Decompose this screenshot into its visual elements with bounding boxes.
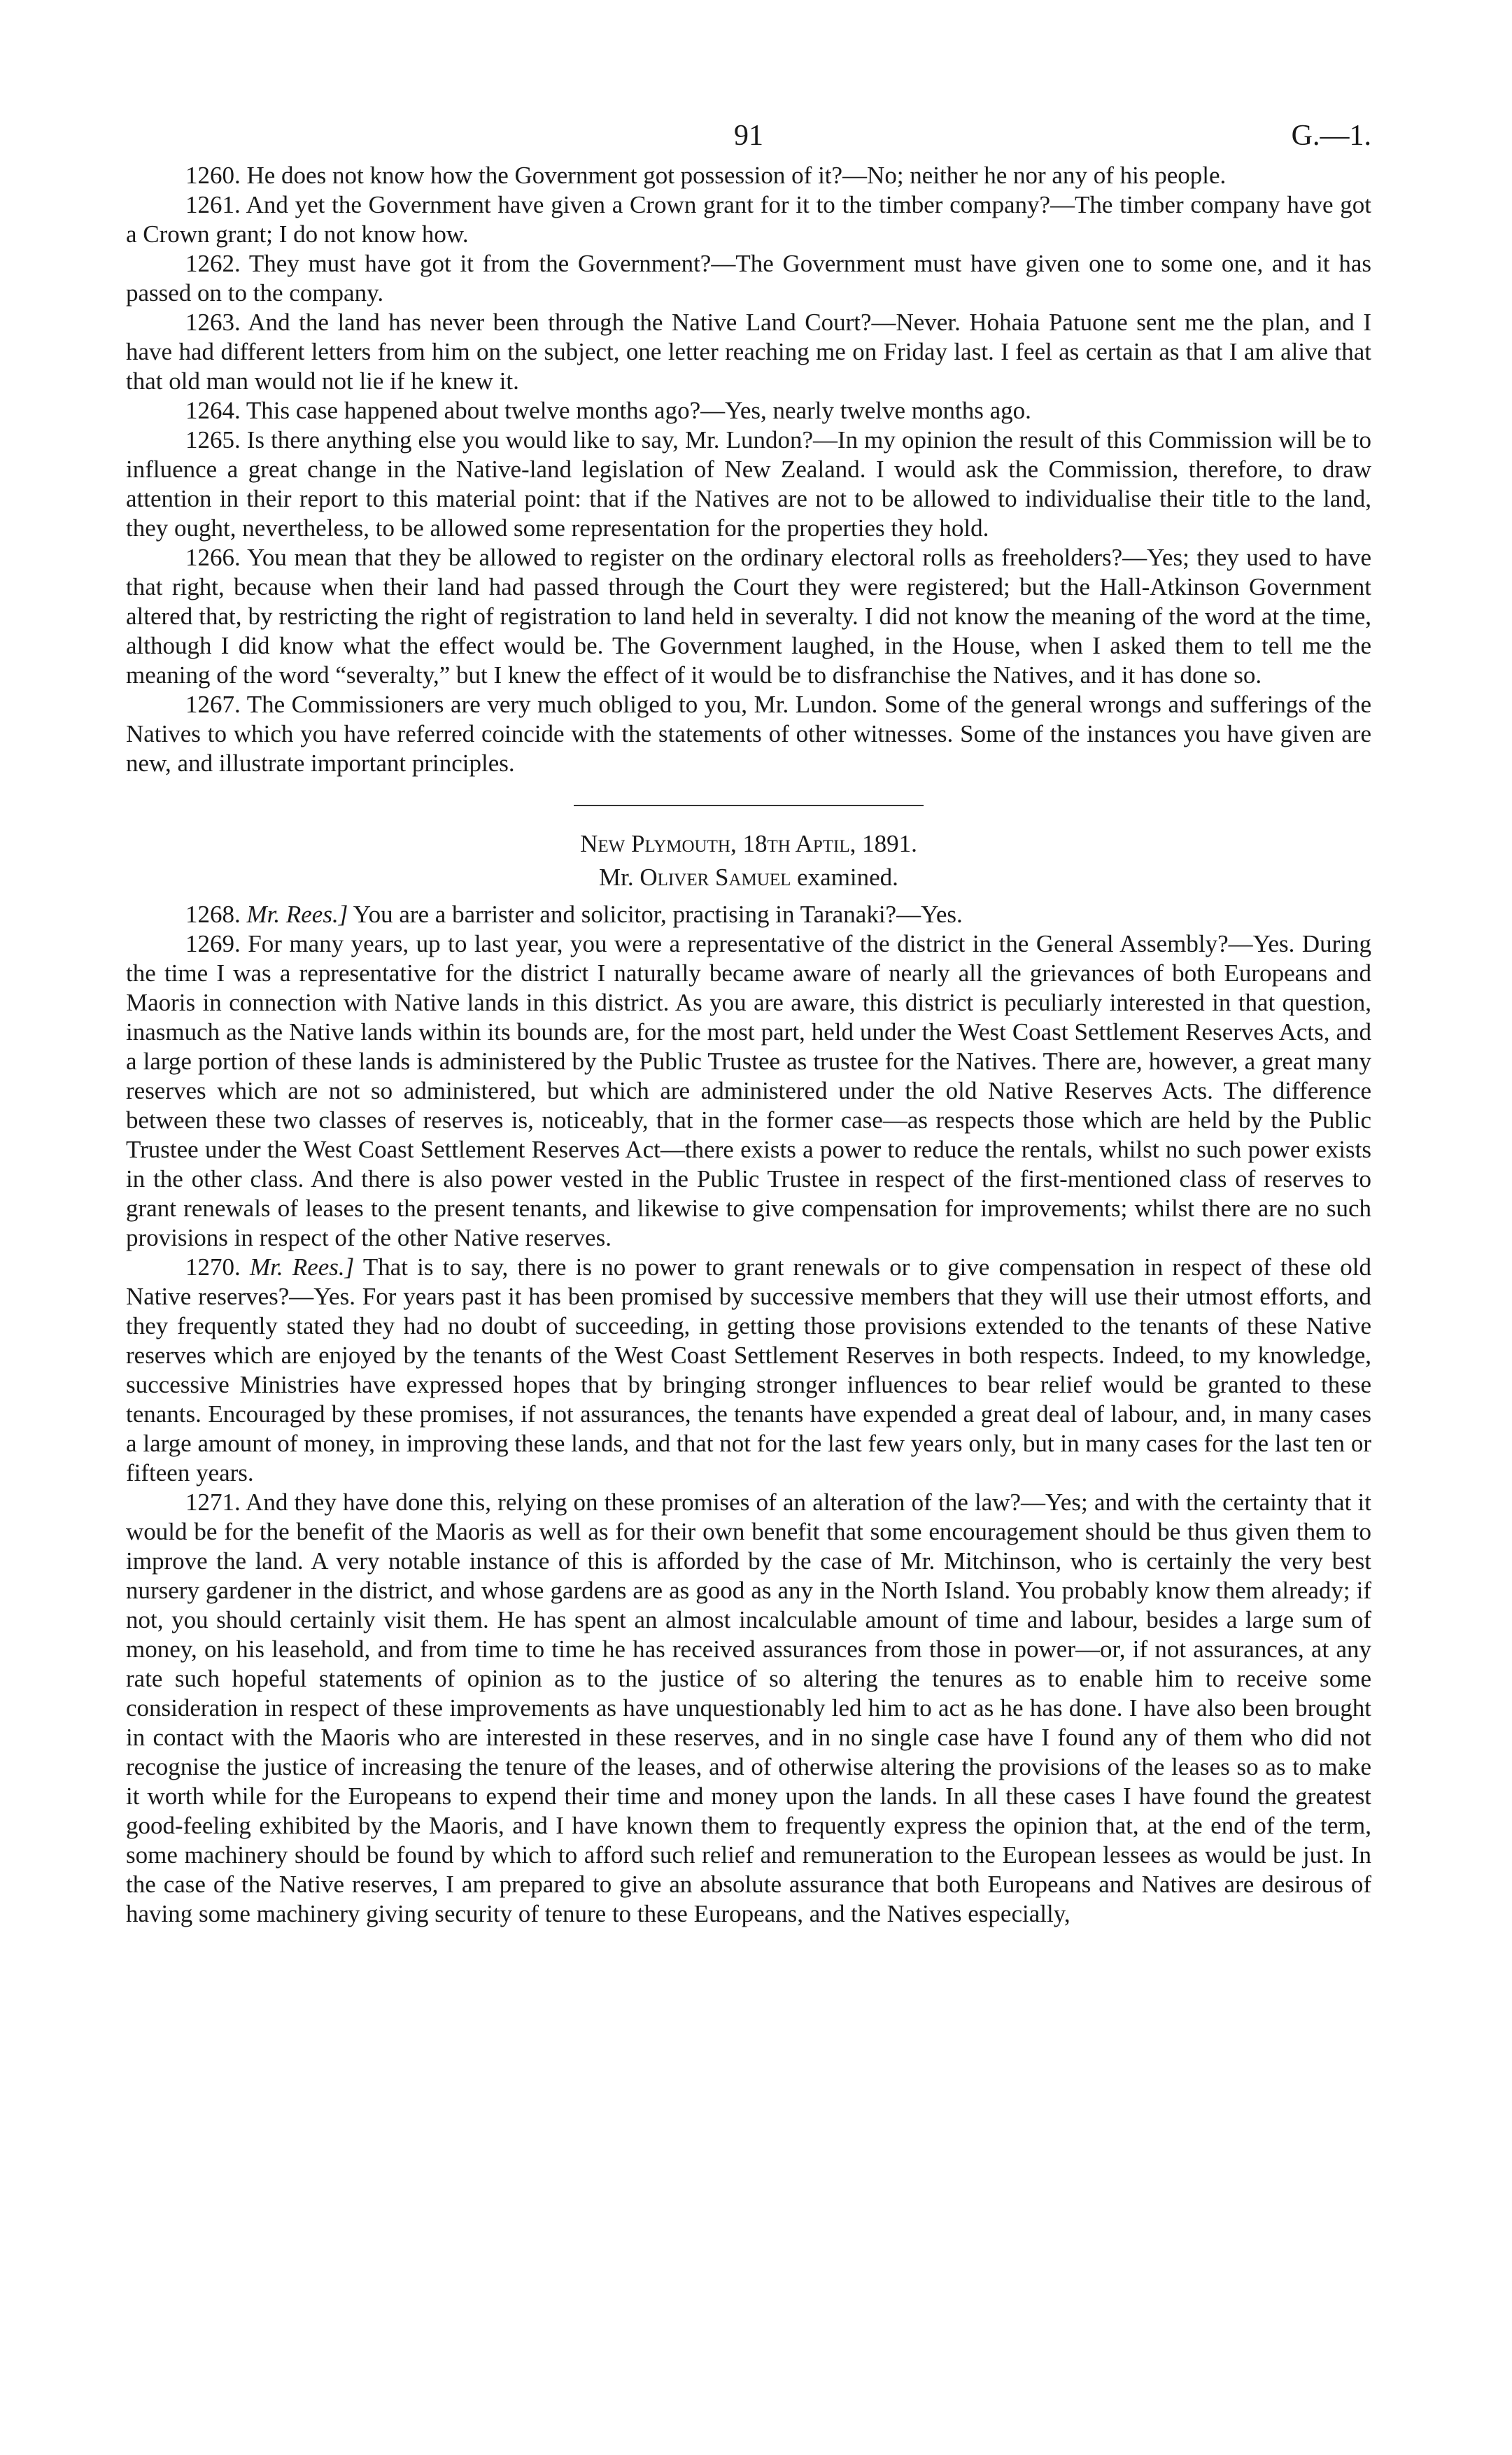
paragraph-1270 <box>126 1253 1371 1488</box>
page-header <box>126 105 1371 161</box>
paragraph-text: That is to say, there is no power to grant renewals or to give compensation in respect of these old Native reserves?—Yes. For years past it has been promised by successive members that they will use their utmost efforts, and they frequently stated they had no doubt of succeeding, in getting those provisions extended to the tenants of these Native reserves which are enjoyed by the tenants of the West Coast Settlement Reserves in both respects. Indeed, to my knowledge, successive Ministries have expressed hopes that by bringing stronger influences to bear relief would be granted to these tenants. Encouraged by these promises, if not assurances, the tenants have expended a great deal of labour, and, in many cases a large amount of money, in improving these lands, and that not for the last few years only, but in many cases for the last ten or fifteen years. <box>126 1253 1372 1486</box>
testimony-part-1 <box>126 161 1371 778</box>
paragraph-1266: 1266. You mean that they be allowed to register on the ordinary electoral rolls as freeholders?—Yes; they used to have that right, because when their land had passed through the Court they were registered; but the Hall-Atkinson Government altered that, by restricting the right of registration to land held in severalty. I did not know the meaning of the word at the time, although I did know what the effect would be. The Government laughed, in the House, when I asked them to tell me the meaning of the word “severalty,” but I knew the effect of it would be to disfranchise the Natives, and it has done so. <box>126 544 1371 689</box>
paragraph-1261: 1261. And yet the Government have given a Crown grant for it to the timber company?—The timber company have got a Crown grant; I do not know how. <box>126 191 1371 248</box>
paragraph-1260: 1260. He does not know how the Government got possession of it?—No; neither he nor any of his people. <box>185 162 1227 189</box>
place-date-heading: New Plymouth, 18th Aptil, 1891. <box>580 830 917 857</box>
paragraph-number: 1270. <box>185 1253 241 1281</box>
speaker-label: Mr. Rees.] <box>246 901 348 928</box>
paragraph-1264: 1264. This case happened about twelve months ago?—Yes, nearly twelve months ago. <box>185 397 1031 424</box>
paragraph-1265: 1265. Is there anything else you would like to say, Mr. Lundon?—In my opinion the result of this Commission will be to influence a great change in the Native-land legislation of New Zealand. I would ask the Commission, therefore, to draw attention in their report to this material point: that if the Natives are not to be allowed to individualise their title to the land, they ought, nevertheless, to be allowed some representation for the properties they hold. <box>126 426 1371 542</box>
document-page <box>126 105 1371 1929</box>
section-divider <box>574 805 924 806</box>
testimony-part-2 <box>126 900 1371 1929</box>
paragraph-1267: 1267. The Commissioners are very much obliged to you, Mr. Lundon. Some of the general wrongs and sufferings of the Natives to which you have referred coincide with the statements of other witnesses. Some of the instances you have given are new, and illustrate important principles. <box>126 691 1371 777</box>
witness-suffix: examined. <box>797 864 898 891</box>
speaker-label: Mr. Rees.] <box>249 1253 355 1281</box>
paragraph-1262: 1262. They must have got it from the Government?—The Government must have given one to some one, and it has passed on to the company. <box>126 250 1371 307</box>
page-number: 91 <box>734 120 763 152</box>
paragraph-1269: 1269. For many years, up to last year, you were a representative of the district in the General Assembly?—Yes. During the time I was a representative for the district I naturally became aware of nearly all the grievances of both Europeans and Maoris in connection with Native lands in this district. As you are aware, this district is peculiarly interested in that question, inasmuch as the Native lands within its bounds are, for the most part, held under the West Coast Settlement Reserves Acts, and a large portion of these lands is administered by the Public Trustee as trustee for the Natives. There are, however, a great many reserves which are not so administered, but which are administered under the old Native Reserves Acts. The difference between these two classes of reserves is, noticeably, that in the former case—as respects those which are held by the Public Trustee under the West Coast Settlement Reserves Act—there exists a power to reduce the rentals, whilst no such power exists in the other class. And there is also power vested in the Public Trustee in respect of the first-mentioned class of reserves to grant renewals of leases to the present tenants, and likewise to give compensation for improvements; whilst there are no such provisions in respect of the other Native reserves. <box>126 930 1371 1251</box>
paragraph-1271: 1271. And they have done this, relying on these promises of an alteration of the law?—Yes; and with the certainty that it would be for the benefit of the Maoris as well as for their own benefit that some encouragement should be thus given them to improve the land. A very notable instance of this is afforded by the case of Mr. Mitchinson, who is certainly the very best nursery gardener in the district, and whose gardens are as good as any in the North Island. You probably know them already; if not, you should certainly visit them. He has spent an almost incalculable amount of time and labour, besides a large sum of money, on his leasehold, and from time to time he has received assurances from those in power—or, if not assurances, at any rate such hopeful statements of opinion as to the justice of so altering the tenures as to enable him to receive some consideration in respect of these improvements as have unquestionably led him to act as he has done. I have also been brought in contact with the Maoris who are interested in these reserves, and in no single case have I found any of them who did not recognise the justice of increasing the tenure of the leases, and of otherwise altering the provisions of the leases so as to make it worth while for the Europeans to expend their time and money upon the lands. In all these cases I have found the greatest good-feeling exhibited by the Maoris, and I have known them to frequently express the opinion that, at the end of the term, some machinery should be found by which to afford such relief and remuneration to the European lessees as would be just. In the case of the Native reserves, I am prepared to give an absolute assurance that both Europeans and Natives are desirous of having some machinery giving security of tenure to these Europeans, and the Natives especially, <box>126 1489 1371 1927</box>
paragraph-1263: 1263. And the land has never been through the Native Land Court?—Never. Hohaia Patuone sent me the plan, and I have had different letters from him on the subject, one letter reaching me on Friday last. I feel as certain as that I am alive that that old man would not lie if he knew it. <box>126 309 1371 395</box>
paragraph-text: You are a barrister and solicitor, practising in Taranaki?—Yes. <box>353 901 963 928</box>
document-reference: G.—1. <box>1291 120 1371 152</box>
witness-name: Oliver Samuel <box>640 864 791 891</box>
witness-heading <box>126 861 1371 894</box>
paragraph-number: 1268. <box>185 901 241 928</box>
paragraph-1268 <box>126 900 1371 929</box>
witness-prefix: Mr. <box>599 864 634 891</box>
